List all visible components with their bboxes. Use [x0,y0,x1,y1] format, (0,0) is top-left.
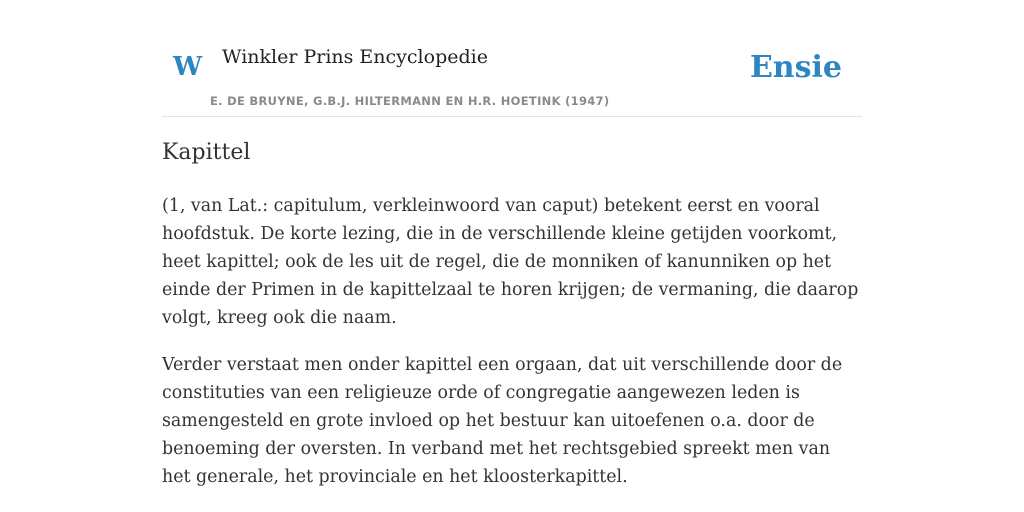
article-body [162,192,862,510]
paragraph: Verder verstaat men onder kapittel een orgaan, dat uit verschillende door de constituties van een religieuze orde of congregatie aangewezen leden is samengesteld en grote invloed op het bestuur kan uitoefenen o.a. door de benoeming der oversten. In verband met het rechtsgebied spreekt men van het generale, het provinciale en het kloosterkapittel. [162,355,843,487]
source-authors: E. DE BRUYNE, G.B.J. HILTERMANN EN H.R. HOETINK (1947) [210,94,610,108]
winkler-prins-logo-icon[interactable]: W [173,52,203,82]
paragraph: (1, van Lat.: capitulum, verkleinwoord van caput) betekent eerst en vooral hoofdstuk. De korte lezing, die in de verschillende kleine getijden voorkomt, heet kapittel; ook de les uit de regel, die de monniken of kanunniken op het einde der Primen in de kapittelzaal te horen krijgen; de vermaning, die daarop volgt, kreeg ook die naam. [162,196,859,328]
source-title[interactable]: Winkler Prins Encyclopedie [222,46,488,68]
header [162,0,862,117]
page-title: Kapittel [162,140,251,165]
ensie-logo[interactable]: Ensie [749,50,842,85]
article-card [162,0,862,512]
